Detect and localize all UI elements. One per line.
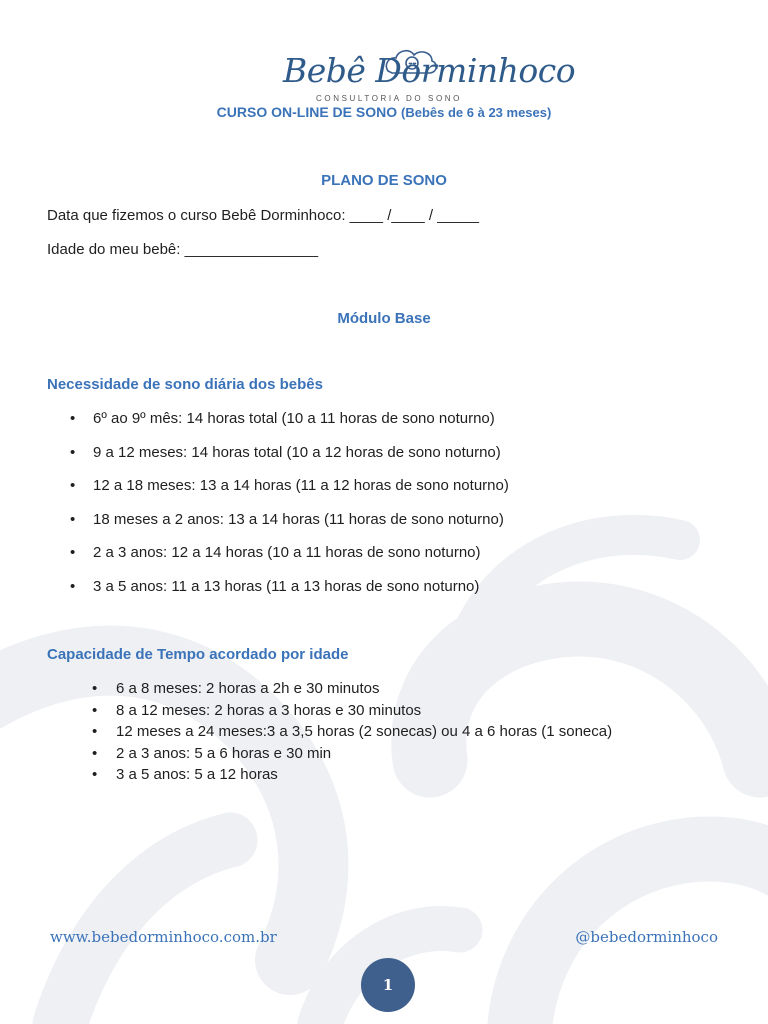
bullet-icon: • xyxy=(70,577,76,595)
course-title-main: CURSO ON-LINE DE SONO xyxy=(216,104,398,120)
sleep-need-list xyxy=(0,409,509,611)
awake-capacity-list xyxy=(0,679,612,787)
sleep-need-heading: Necessidade de sono diária dos bebês xyxy=(47,376,323,393)
bullet-icon: • xyxy=(92,766,98,783)
course-title-age-range: (Bebês de 6 à 23 meses) xyxy=(401,105,552,120)
list-item-text: 2 a 3 anos: 12 a 14 horas (10 a 11 horas de sono noturno) xyxy=(93,544,481,562)
list-item-text: 6 a 8 meses: 2 horas a 2h e 30 minutos xyxy=(116,680,380,697)
list-item-text: 3 a 5 anos: 5 a 12 horas xyxy=(116,766,278,783)
logo-tagline: CONSULTORIA DO SONO xyxy=(316,94,463,103)
list-item xyxy=(0,701,612,723)
bullet-icon: • xyxy=(92,723,98,740)
page-number-badge: 1 xyxy=(361,958,415,1012)
list-item-text: 2 a 3 anos: 5 a 6 horas e 30 min xyxy=(116,744,332,762)
list-item-text: 18 meses a 2 anos: 13 a 14 horas (11 horas de sono noturno) xyxy=(93,510,504,528)
list-item-text: 3 a 5 anos: 11 a 13 horas (11 a 13 horas de sono noturno) xyxy=(93,577,480,595)
awake-capacity-heading: Capacidade de Tempo acordado por idade xyxy=(47,646,349,663)
plan-heading: PLANO DE SONO xyxy=(321,172,447,189)
list-item xyxy=(0,510,509,544)
bullet-icon: • xyxy=(92,701,98,719)
logo-wordmark: Bebê Dorminhoco xyxy=(283,51,576,90)
list-item xyxy=(0,765,612,787)
bullet-icon: • xyxy=(70,510,76,528)
brand-logo xyxy=(0,40,768,104)
list-item xyxy=(0,543,509,577)
footer-website-link[interactable]: www.bebedorminhoco.com.br xyxy=(50,928,277,946)
module-heading: Módulo Base xyxy=(337,310,431,327)
bullet-icon: • xyxy=(92,744,98,762)
course-title xyxy=(0,104,768,120)
list-item xyxy=(0,443,509,477)
list-item xyxy=(0,577,509,611)
bullet-icon: • xyxy=(70,544,76,562)
list-item xyxy=(0,744,612,766)
baby-age-line: Idade do meu bebê: ________________ xyxy=(47,241,319,258)
list-item xyxy=(0,409,509,443)
bullet-icon: • xyxy=(70,477,76,495)
list-item-text: 12 meses a 24 meses:3 a 3,5 horas (2 sonecas) ou 4 a 6 horas (1 soneca) xyxy=(116,723,613,740)
list-item-text: 12 a 18 meses: 13 a 14 horas (11 a 12 horas de sono noturno) xyxy=(93,477,509,495)
list-item-text: 8 a 12 meses: 2 horas a 3 horas e 30 minutos xyxy=(116,701,422,719)
list-item xyxy=(0,679,612,701)
footer-social-handle[interactable]: @bebedorminhoco xyxy=(575,928,718,946)
bullet-icon: • xyxy=(92,680,98,697)
bullet-icon: • xyxy=(70,410,76,427)
list-item-text: 6º ao 9º mês: 14 horas total (10 a 11 horas de sono noturno) xyxy=(93,410,495,427)
course-date-line: Data que fizemos o curso Bebê Dorminhoco: ____ /____ / _____ xyxy=(47,207,479,224)
list-item xyxy=(0,476,509,510)
list-item xyxy=(0,722,612,744)
list-item-text: 9 a 12 meses: 14 horas total (10 a 12 horas de sono noturno) xyxy=(93,443,501,461)
bullet-icon: • xyxy=(70,443,76,461)
